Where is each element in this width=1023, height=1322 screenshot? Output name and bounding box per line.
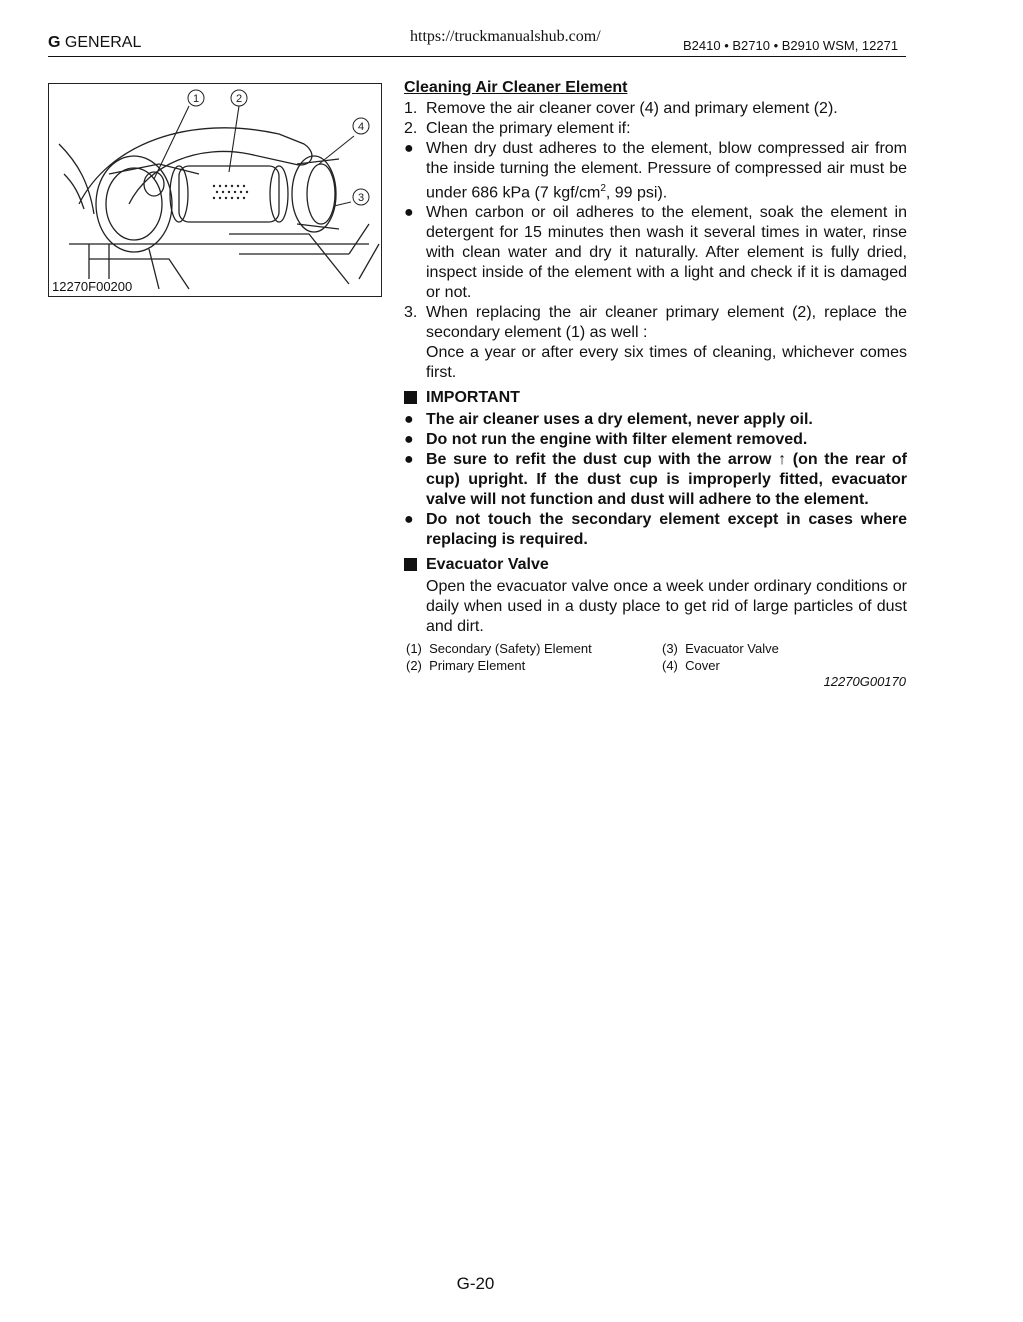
step-number: 1. — [404, 100, 418, 117]
important-item — [404, 510, 907, 550]
header-rule — [48, 56, 906, 57]
legend-item: (3) Evacuator Valve — [662, 641, 779, 656]
air-cleaner-figure — [48, 83, 382, 297]
important-item — [404, 450, 907, 510]
evacuator-label: Evacuator Valve — [426, 556, 549, 574]
bullet-text: When carbon or oil adheres to the element, soak the element in detergent for 15 minutes then wash it several times in water, rinse with clean water and dry it naturally. After element is fully dried, inspect inside of the element with a light and check if it is damaged or not. — [426, 204, 907, 302]
important-item — [404, 430, 907, 450]
step-1 — [404, 99, 907, 119]
callout-2: 2 — [235, 93, 243, 105]
important-text: The air cleaner uses a dry element, never apply oil. — [426, 411, 813, 429]
section-letter: G — [48, 34, 61, 51]
important-item — [404, 410, 907, 430]
bullet-icon: ● — [404, 411, 414, 429]
bullet-carbon-oil — [404, 203, 907, 303]
procedure-text — [404, 78, 907, 637]
callout-3: 3 — [357, 192, 365, 204]
source-url[interactable]: https://truckmanualshub.com/ — [410, 28, 601, 45]
important-text: Be sure to refit the dust cup with the arrow ↑ (on the rear of cup) upright. If the dust cup is improperly fitted, evacuator valve will not function and dust will adhere to the element. — [426, 451, 907, 509]
legend-col-left — [406, 640, 592, 674]
legend-col-right — [662, 640, 779, 674]
step-2 — [404, 119, 907, 139]
bullet-icon: ● — [404, 511, 414, 529]
step-number: 3. — [404, 304, 418, 322]
step-number: 2. — [404, 120, 418, 137]
page-number: G-20 — [456, 1274, 495, 1293]
figure-id: 12270F00200 — [52, 279, 133, 294]
bullet-icon: ● — [404, 451, 414, 469]
legend-item: (4) Cover — [662, 658, 720, 673]
legend-item: (1) Secondary (Safety) Element — [406, 641, 592, 656]
important-text: Do not run the engine with filter element removed. — [426, 431, 808, 449]
important-heading — [404, 388, 907, 410]
legend-item: (2) Primary Element — [406, 658, 526, 673]
square-bullet-icon — [404, 391, 417, 404]
step-text: Remove the air cleaner cover (4) and primary element (2). — [426, 100, 838, 117]
callout-4: 4 — [357, 121, 365, 133]
document-code: 12270G00170 — [823, 674, 906, 689]
step-3-note: Once a year or after every six times of cleaning, whichever comes first. — [426, 344, 907, 382]
bullet-text: When dry dust adheres to the element, blow compressed air from the inside turning the element. Pressure of compressed air must be under 686 kPa (7 kgf/$cm^2$, 99 psi). — [426, 140, 907, 202]
evacuator-heading — [404, 555, 907, 577]
square-bullet-icon — [404, 558, 417, 571]
callout-1: 1 — [192, 93, 200, 105]
step-text: When replacing the air cleaner primary element (2), replace the secondary element (1) as well : — [426, 304, 907, 342]
section-header — [48, 34, 141, 52]
bullet-icon: ● — [404, 204, 414, 222]
section-name: GENERAL — [64, 34, 142, 51]
bullet-dry-dust — [404, 139, 907, 203]
step-3 — [404, 303, 907, 343]
superscript: 2 — [600, 183, 606, 194]
section-title: Cleaning Air Cleaner Element — [404, 79, 628, 96]
step-text: Clean the primary element if: — [426, 120, 631, 137]
bullet-icon: ● — [404, 431, 414, 449]
bullet-icon: ● — [404, 140, 414, 157]
air-cleaner-illustration — [49, 84, 381, 296]
important-label: IMPORTANT — [426, 389, 520, 407]
important-text: Do not touch the secondary element except in cases where replacing is required. — [426, 511, 907, 549]
model-info: B2410 • B2710 • B2910 WSM, 12271 — [683, 38, 899, 53]
evacuator-text: Open the evacuator valve once a week under ordinary conditions or daily when used in a dusty place to get rid of large particles of dust and dirt. — [426, 578, 907, 636]
